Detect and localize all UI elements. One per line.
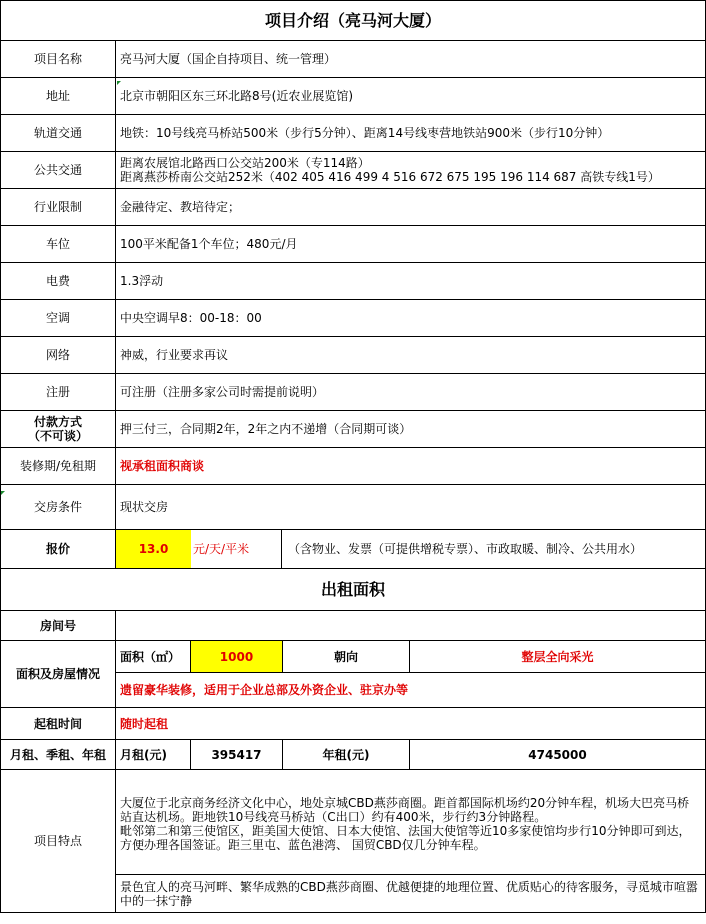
monthly-rent-label: 月租(元) <box>116 740 191 770</box>
row-decoration-period <box>1 448 706 485</box>
row-ac <box>1 300 706 337</box>
row-electricity <box>1 263 706 300</box>
decoration-period-value: 视承租面积商谈 <box>116 448 706 485</box>
industry-limit-value: 金融待定、教培待定； <box>116 189 706 226</box>
section1-title: 项目介绍（亮马河大厦） <box>1 1 706 41</box>
industry-limit-label: 行业限制 <box>1 189 116 226</box>
section2-title: 出租面积 <box>1 569 706 611</box>
decoration-note: 遗留豪华装修，适用于企业总部及外资企业、驻京办等 <box>116 673 706 708</box>
decoration-period-label: 装修期/免租期 <box>1 448 116 485</box>
public-transit-line2: 距离燕莎桥南公交站252米（402 405 416 499 4 516 672 675 195 196 114 687 高铁专线1号） <box>120 170 660 184</box>
features-text-1 <box>116 770 706 875</box>
row-address <box>1 78 706 115</box>
address-label: 地址 <box>1 78 116 115</box>
monthly-rent-value: 395417 <box>191 740 283 770</box>
price-value: 13.0 <box>116 530 191 568</box>
row-project-name <box>1 41 706 78</box>
payment-value: 押三付三，合同期2年，2年之内不递增（合同期可谈） <box>116 411 706 448</box>
electricity-label: 电费 <box>1 263 116 300</box>
row-public-transit <box>1 152 706 189</box>
row-price <box>1 530 706 569</box>
area-value: 1000 <box>191 641 283 673</box>
payment-label-line1: 付款方式 <box>33 415 82 429</box>
row-network <box>1 337 706 374</box>
ac-value: 中央空调早8：00-18：00 <box>116 300 706 337</box>
section1-title-row <box>1 1 706 41</box>
public-transit-value <box>116 152 706 189</box>
ac-label: 空调 <box>1 300 116 337</box>
address-value: 北京市朝阳区东三环北路8号(近农业展览馆) <box>116 78 706 115</box>
row-rent <box>1 740 706 770</box>
row-rail-transit <box>1 115 706 152</box>
start-time-label: 起租时间 <box>1 708 116 740</box>
rail-transit-label: 轨道交通 <box>1 115 116 152</box>
row-features-1 <box>1 770 706 875</box>
row-start-time <box>1 708 706 740</box>
section2-title-row <box>1 569 706 611</box>
public-transit-label: 公共交通 <box>1 152 116 189</box>
handover-value: 现状交房 <box>116 485 706 530</box>
yearly-rent-label: 年租(元) <box>283 740 410 770</box>
row-payment <box>1 411 706 448</box>
room-number-value <box>116 611 706 641</box>
area-label: 面积及房屋情况 <box>1 641 116 708</box>
project-name-label: 项目名称 <box>1 41 116 78</box>
features-paragraph-1: 大厦位于北京商务经济文化中心，地处京城CBD燕莎商圈。距首都国际机场约20分钟车程，机场大巴亮马桥站直达机场。距地铁10号线亮马桥站（C出口）约有400米，步行约3分钟路程。 <box>120 796 690 824</box>
parking-value: 100平米配备1个车位；480元/月 <box>116 226 706 263</box>
price-unit: 元/天/平米 <box>193 542 250 556</box>
area-field-label: 面积（㎡） <box>116 641 191 673</box>
comment-marker-icon <box>1 491 5 495</box>
price-cell <box>116 530 706 569</box>
handover-label: 交房条件 <box>1 485 116 530</box>
row-industry-limit <box>1 189 706 226</box>
price-label: 报价 <box>1 530 116 569</box>
row-handover <box>1 485 706 530</box>
registration-value: 可注册（注册多家公司时需提前说明） <box>116 374 706 411</box>
yearly-rent-value: 4745000 <box>410 740 706 770</box>
payment-label-line2: （不可谈） <box>27 429 88 443</box>
features-paragraph-2: 毗邻第二和第三使馆区，距美国大使馆、日本大使馆、法国大使馆等近10多家使馆均步行10分钟即可到达，方便办理各国签证。距三里屯、蓝色港湾、 国贸CBD仅几分钟车程。 <box>120 824 691 852</box>
room-number-label: 房间号 <box>1 611 116 641</box>
row-room-number <box>1 611 706 641</box>
features-paragraph-3: 景色宜人的亮马河畔、繁华成熟的CBD燕莎商圈、优越便捷的地理位置、优质贴心的待客服务，寻觅城市喧嚣中的一抹宁静 <box>116 875 706 913</box>
electricity-value: 1.3浮动 <box>116 263 706 300</box>
price-note: （含物业、发票（可提供增税专票）、市政取暖、制冷、公共用水） <box>281 530 705 568</box>
row-parking <box>1 226 706 263</box>
comment-marker-icon <box>117 81 121 85</box>
payment-label <box>1 411 116 448</box>
public-transit-line1: 距离农展馆北路西口公交站200米（专114路） <box>120 156 370 170</box>
row-area <box>1 641 706 673</box>
start-time-value: 随时起租 <box>116 708 706 740</box>
parking-label: 车位 <box>1 226 116 263</box>
network-value: 神威，行业要求再议 <box>116 337 706 374</box>
orientation-label: 朝向 <box>283 641 410 673</box>
rail-transit-value: 地铁：10号线亮马桥站500米（步行5分钟）、距离14号线枣营地铁站900米（步行10分钟） <box>116 115 706 152</box>
project-name-value: 亮马河大厦（国企自持项目、统一管理） <box>116 41 706 78</box>
features-label: 项目特点 <box>1 770 116 913</box>
rent-label: 月租、季租、年租 <box>1 740 116 770</box>
registration-label: 注册 <box>1 374 116 411</box>
orientation-value: 整层全向采光 <box>410 641 706 673</box>
row-registration <box>1 374 706 411</box>
network-label: 网络 <box>1 337 116 374</box>
